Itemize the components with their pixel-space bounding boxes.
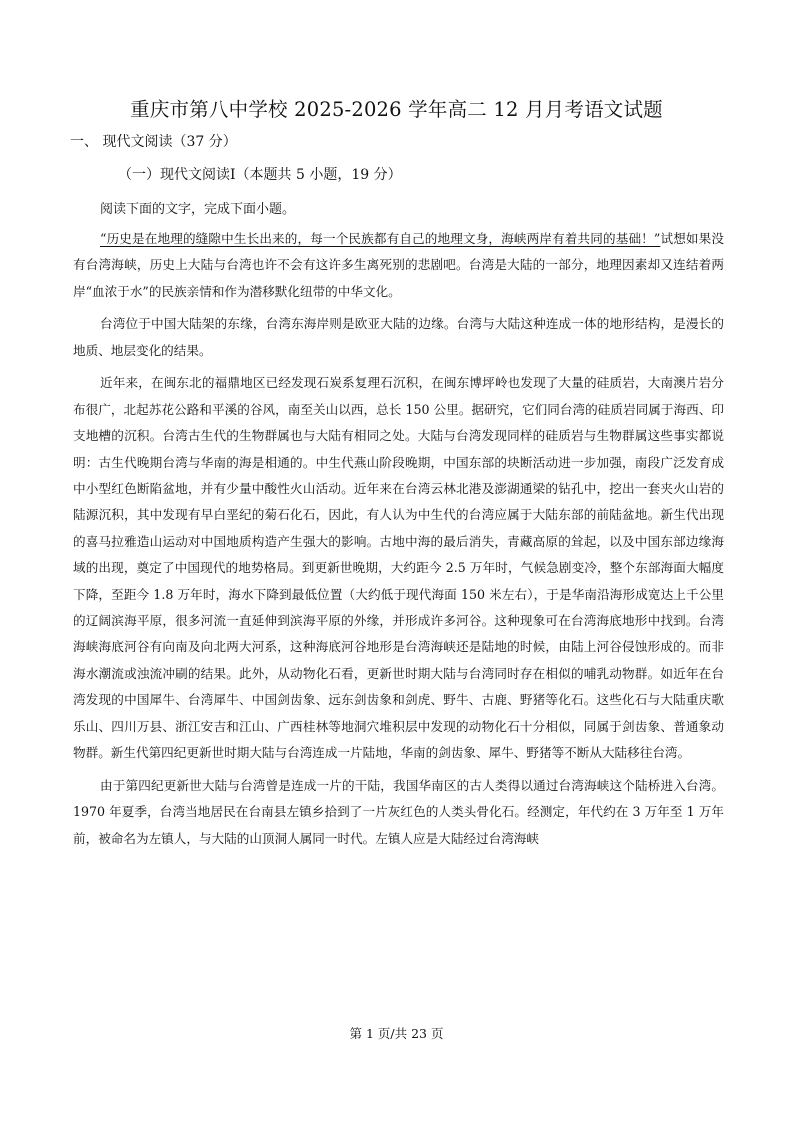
document-title: 重庆市第八中学校 2025-2026 学年高二 12 月月考语文试题	[130, 98, 663, 121]
subsection-heading: （一）现代文阅读Ⅰ（本题共 5 小题，19 分）	[118, 167, 402, 183]
page-footer: 第 1 页/共 23 页	[349, 1026, 444, 1041]
paragraph-1-text: 试想如果没有台湾海峡，历史上大陆与台湾也许不会有这许多生离死别的悲剧吧。台湾是大陆的一部分，地理因素却又连结着两岸“血浓于水”的民族亲情和作为潜移默化纽带的中华文化。	[73, 231, 724, 299]
section-heading: 一、 现代文阅读（37 分）	[70, 134, 237, 150]
paragraph-4: 由于第四纪更新世大陆与台湾曾是连成一片的干陆，我国华南区的古人类得以通过台湾海峡这个陆桥进入台湾。1970 年夏季，台湾当地居民在台南县左镇乡拾到了一片灰红色的人类头骨化石。经测定，年代约在 3 万年至 1 万年前，被命名为左镇人，与大陆的山顶洞人属同一时代。左镇人应是大陆经过台湾海峡	[73, 777, 724, 846]
article-body	[73, 226, 724, 858]
paragraph-2: 台湾位于中国大陆架的东缘，台湾东海岸则是欧亚大陆的边缘。台湾与大陆这种连成一体的地形结构，是漫长的地质、地层变化的结果。	[73, 316, 724, 358]
paragraph-1	[73, 226, 724, 305]
reading-instruction: 阅读下面的文字，完成下面小题。	[100, 202, 296, 217]
paragraph-3: 近年来，在闽东北的福鼎地区已经发现石炭系复理石沉积，在闽东博坪岭也发现了大量的硅质岩，大南澳片岩分布很广，北起苏花公路和平溪的谷风，南至关山以西，总长 150 公里。据研究，它们同台湾的硅质岩同属于海西、印支地槽的沉积。台湾古生代的生物群属也与大陆有相同之处。大陆与台湾发现同样的硅质岩与生物群属这些事实都说明：古生代晚期台湾与华南的海是相通的。中生代燕山阶段晚期，中国东部的块断活动进一步加强，南段广泛发育成中小型红色断陷盆地，并有少量中酸性火山活动。近年来在台湾云林北港及澎湖通梁的钻孔中，挖出一套夹火山岩的陆源沉积，其中发现有早白垩纪的菊石化石，因此，有人认为中生代的台湾应属于大陆东部的前陆盆地。新生代出现的喜马拉雅造山运动对中国地质构造产生强大的影响。古地中海的最后消失，青藏高原的耸起，以及中国东部边缘海域的出现，奠定了中国现代的地势格局。到更新世晚期，大约距今 2.5 万年时，气候急剧变冷，整个东部海面大幅度下降，至距今 1.8 万年时，海水下降到最低位置（大约低于现代海面 150 米左右），于是华南沿海形成宽达上千公里的辽阔滨海平原，很多河流一直延伸到滨海平原的外缘，并形成许多河谷。这种现象可在台湾海底地形中找到。台湾海峡海底河谷有向南及向北两大河系，这种海底河谷地形是台湾海峡还是陆地的时候，由陆上河谷侵蚀形成的。而非海水潮流或浊流冲刷的结果。此外，从动物化石看，更新世时期大陆与台湾同时存在相似的哺乳动物群。如近年在台湾发现的中国犀牛、台湾犀牛、中国剑齿象、远东剑齿象和剑虎、野牛、古鹿、野猪等化石。这些化石与大陆重庆歌乐山、四川万县、浙江安吉和江山、广西桂林等地洞穴堆积层中发现的动物化石十分相似，同属于剑齿象、普通象动物群。新生代第四纪更新世时期大陆与台湾连成一片陆地，华南的剑齿象、犀牛、野猪等不断从大陆移往台湾。	[73, 375, 724, 761]
opening-quote: “历史是在地理的缝隙中生长出来的，每一个民族都有自己的地理文身，海峡两岸有着共同的基础！”	[100, 231, 661, 246]
